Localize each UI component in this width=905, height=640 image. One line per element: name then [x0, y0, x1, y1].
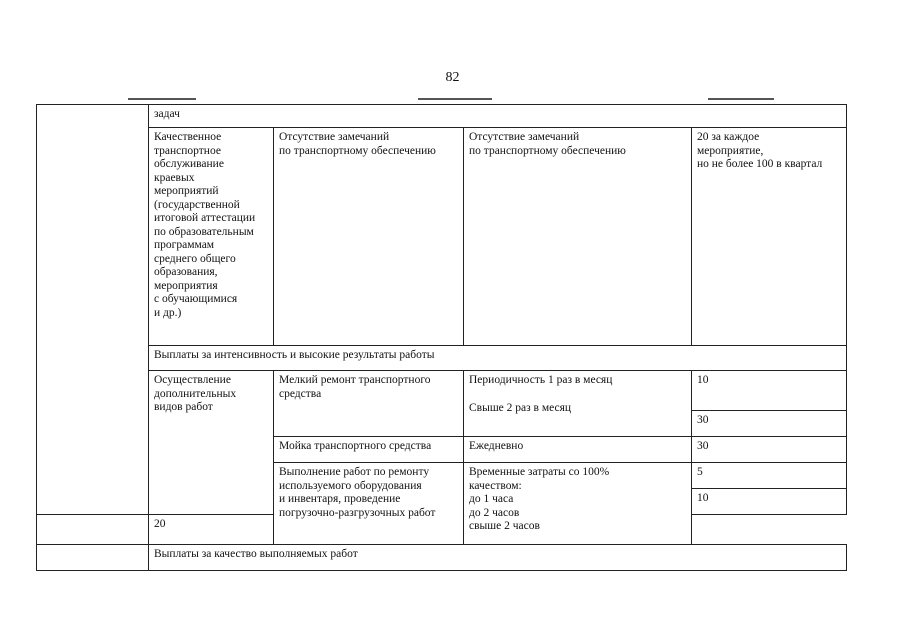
section-header-intensity: Выплаты за интенсивность и высокие результаты работы	[149, 346, 847, 371]
amount-cell: 5	[692, 463, 847, 489]
indicator-cell: Отсутствие замечаний по транспортному обеспечению	[464, 128, 692, 346]
indicator-cell: Ежедневно	[464, 437, 692, 463]
table-row	[37, 105, 847, 128]
amount-cell: 30	[692, 437, 847, 463]
indicator-line: Периодичность 1 раз в месяц	[469, 374, 613, 386]
criterion-cell: Качественное транспортное обслуживание краевых мероприятий (государственной итоговой аттестации по образовательным программам среднего общего образования, мероприятия с обучающимися и др.)	[149, 128, 274, 346]
condition-cell: Выполнение работ по ремонту используемого оборудования и инвентаря, проведение погрузочно-разгрузочных работ	[274, 463, 464, 545]
table-row	[37, 128, 847, 346]
scan-mark	[708, 98, 774, 100]
left-empty-column	[37, 105, 149, 515]
indicator-cell	[464, 371, 692, 437]
scan-mark	[128, 98, 196, 100]
continued-text: задач	[149, 105, 847, 128]
amount-cell: 20 за каждое мероприятие, но не более 100 в квартал	[692, 128, 847, 346]
scan-mark	[418, 98, 492, 100]
payments-table	[36, 104, 847, 571]
page-number: 82	[445, 70, 460, 85]
indicator-line: Свыше 2 раз в месяц	[469, 401, 572, 414]
amount-cell: 20	[149, 515, 274, 545]
condition-cell: Отсутствие замечаний по транспортному обеспечению	[274, 128, 464, 346]
amount-cell: 30	[692, 411, 847, 437]
table-row	[37, 371, 847, 411]
left-empty-cell	[37, 545, 149, 571]
table-row	[37, 545, 847, 571]
indicator-cell: Временные затраты со 100% качеством: до 1 часа до 2 часов свыше 2 часов	[464, 463, 692, 545]
condition-cell: Мелкий ремонт транспортного средства	[274, 371, 464, 437]
section-header-quality: Выплаты за качество выполняемых работ	[149, 545, 847, 571]
amount-cell: 10	[692, 371, 847, 411]
table-row	[37, 346, 847, 371]
amount-cell: 10	[692, 489, 847, 515]
condition-cell: Мойка транспортного средства	[274, 437, 464, 463]
left-empty-cell	[37, 515, 149, 545]
criterion-cell: Осуществление дополнительных видов работ	[149, 371, 274, 515]
